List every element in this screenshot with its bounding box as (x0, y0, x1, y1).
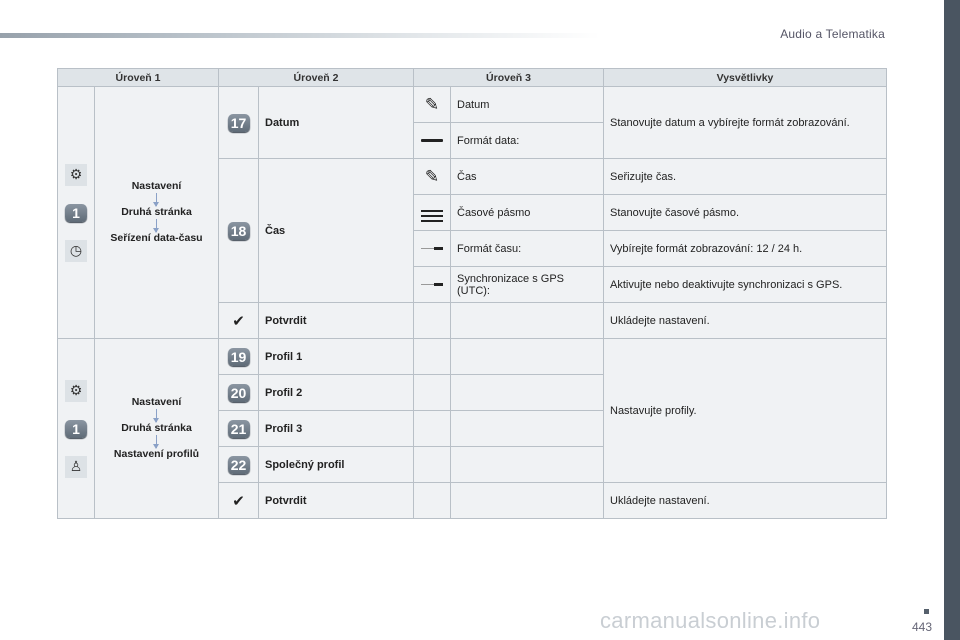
page-marker (924, 609, 929, 614)
step-badge: 1 (65, 420, 87, 438)
empty-cell (451, 339, 604, 375)
level2-label: Potvrdit (259, 303, 414, 339)
empty-cell (451, 483, 604, 519)
section-title: Audio a Telematika (780, 27, 885, 41)
step-badge: 20 (228, 384, 250, 402)
empty-cell (414, 447, 451, 483)
arrow-down-icon (156, 409, 157, 422)
checkmark-icon: ✔ (232, 492, 245, 510)
level2-label: Profil 1 (259, 339, 414, 375)
icon-cell (219, 303, 259, 339)
profile-settings-icon: ♙ (65, 456, 87, 478)
badge-cell (219, 375, 259, 411)
path-item-datetime: Seřízení data-času (110, 232, 203, 244)
explanation: Ukládejte nastavení. (604, 303, 887, 339)
step-badge: 21 (228, 420, 250, 438)
path-item-profiles: Nastavení profilů (113, 448, 200, 460)
level1-cell (58, 87, 95, 339)
arrow-down-icon (156, 435, 157, 448)
explanation: Nastavujte profily. (604, 339, 887, 483)
step-badge: 19 (228, 348, 250, 366)
explanation: Stanovujte časové pásmo. (604, 195, 887, 231)
table-row (58, 87, 887, 123)
toggle-line-icon (421, 248, 443, 249)
empty-cell (414, 303, 451, 339)
level2-path (95, 339, 219, 519)
empty-cell (451, 375, 604, 411)
empty-cell (414, 411, 451, 447)
settings-table (57, 68, 887, 519)
step-badge: 22 (228, 456, 250, 474)
empty-cell (414, 483, 451, 519)
icon-cell (414, 231, 451, 267)
header-explanation: Vysvětlivky (604, 69, 887, 87)
empty-cell (414, 339, 451, 375)
level3-label: Čas (451, 159, 604, 195)
header-level3: Úroveň 3 (414, 69, 604, 87)
header-level1: Úroveň 1 (58, 69, 219, 87)
icon-cell (414, 267, 451, 303)
level3-label: Časové pásmo (451, 195, 604, 231)
level3-label: Formát času: (451, 231, 604, 267)
format-bar-icon (421, 139, 443, 142)
level3-label: Synchronizace s GPS (UTC): (451, 267, 604, 303)
right-edge-strip (944, 0, 960, 640)
explanation: Vybírejte formát zobrazování: 12 / 24 h. (604, 231, 887, 267)
badge-cell (219, 447, 259, 483)
gear-icon: ⚙ (65, 380, 87, 402)
icon-cell (219, 483, 259, 519)
icon-cell (414, 159, 451, 195)
empty-cell (451, 303, 604, 339)
icon-cell (414, 195, 451, 231)
pencil-icon: ✎ (424, 166, 440, 186)
badge-cell (219, 159, 259, 303)
step-badge: 1 (65, 204, 87, 222)
arrow-down-icon (156, 219, 157, 232)
page-number: 443 (911, 620, 932, 634)
clock-settings-icon: ◷ (65, 240, 87, 262)
table-header-row (58, 69, 887, 87)
gear-icon: ⚙ (65, 164, 87, 186)
empty-cell (451, 447, 604, 483)
badge-cell (219, 87, 259, 159)
explanation: Stanovujte datum a vybírejte formát zobrazování. (604, 87, 887, 159)
list-icon (421, 210, 443, 222)
level2-label: Profil 2 (259, 375, 414, 411)
top-decorative-bar (0, 33, 600, 38)
explanation: Seřizujte čas. (604, 159, 887, 195)
icon-cell (414, 123, 451, 159)
pencil-icon: ✎ (424, 94, 440, 114)
level3-label: Datum (451, 87, 604, 123)
step-badge: 18 (228, 222, 250, 240)
explanation: Aktivujte nebo deaktivujte synchronizaci s GPS. (604, 267, 887, 303)
level1-cell (58, 339, 95, 519)
path-item-settings: Nastavení (131, 180, 182, 192)
toggle-line-icon (421, 284, 443, 285)
path-item-second-page: Druhá stránka (121, 206, 192, 218)
path-item-settings: Nastavení (131, 396, 182, 408)
explanation: Ukládejte nastavení. (604, 483, 887, 519)
level2-label: Profil 3 (259, 411, 414, 447)
icon-cell (414, 87, 451, 123)
empty-cell (414, 375, 451, 411)
step-badge: 17 (228, 114, 250, 132)
path-item-second-page: Druhá stránka (121, 422, 192, 434)
level2-label: Potvrdit (259, 483, 414, 519)
watermark: carmanualsonline.info (600, 608, 821, 633)
header-level2: Úroveň 2 (219, 69, 414, 87)
level3-label: Formát data: (451, 123, 604, 159)
level2-label: Společný profil (259, 447, 414, 483)
table-row (58, 339, 887, 375)
badge-cell (219, 411, 259, 447)
level2-path (95, 87, 219, 339)
badge-cell (219, 339, 259, 375)
arrow-down-icon (156, 193, 157, 206)
empty-cell (451, 411, 604, 447)
level2-label: Čas (259, 159, 414, 303)
level2-label: Datum (259, 87, 414, 159)
checkmark-icon: ✔ (232, 312, 245, 330)
